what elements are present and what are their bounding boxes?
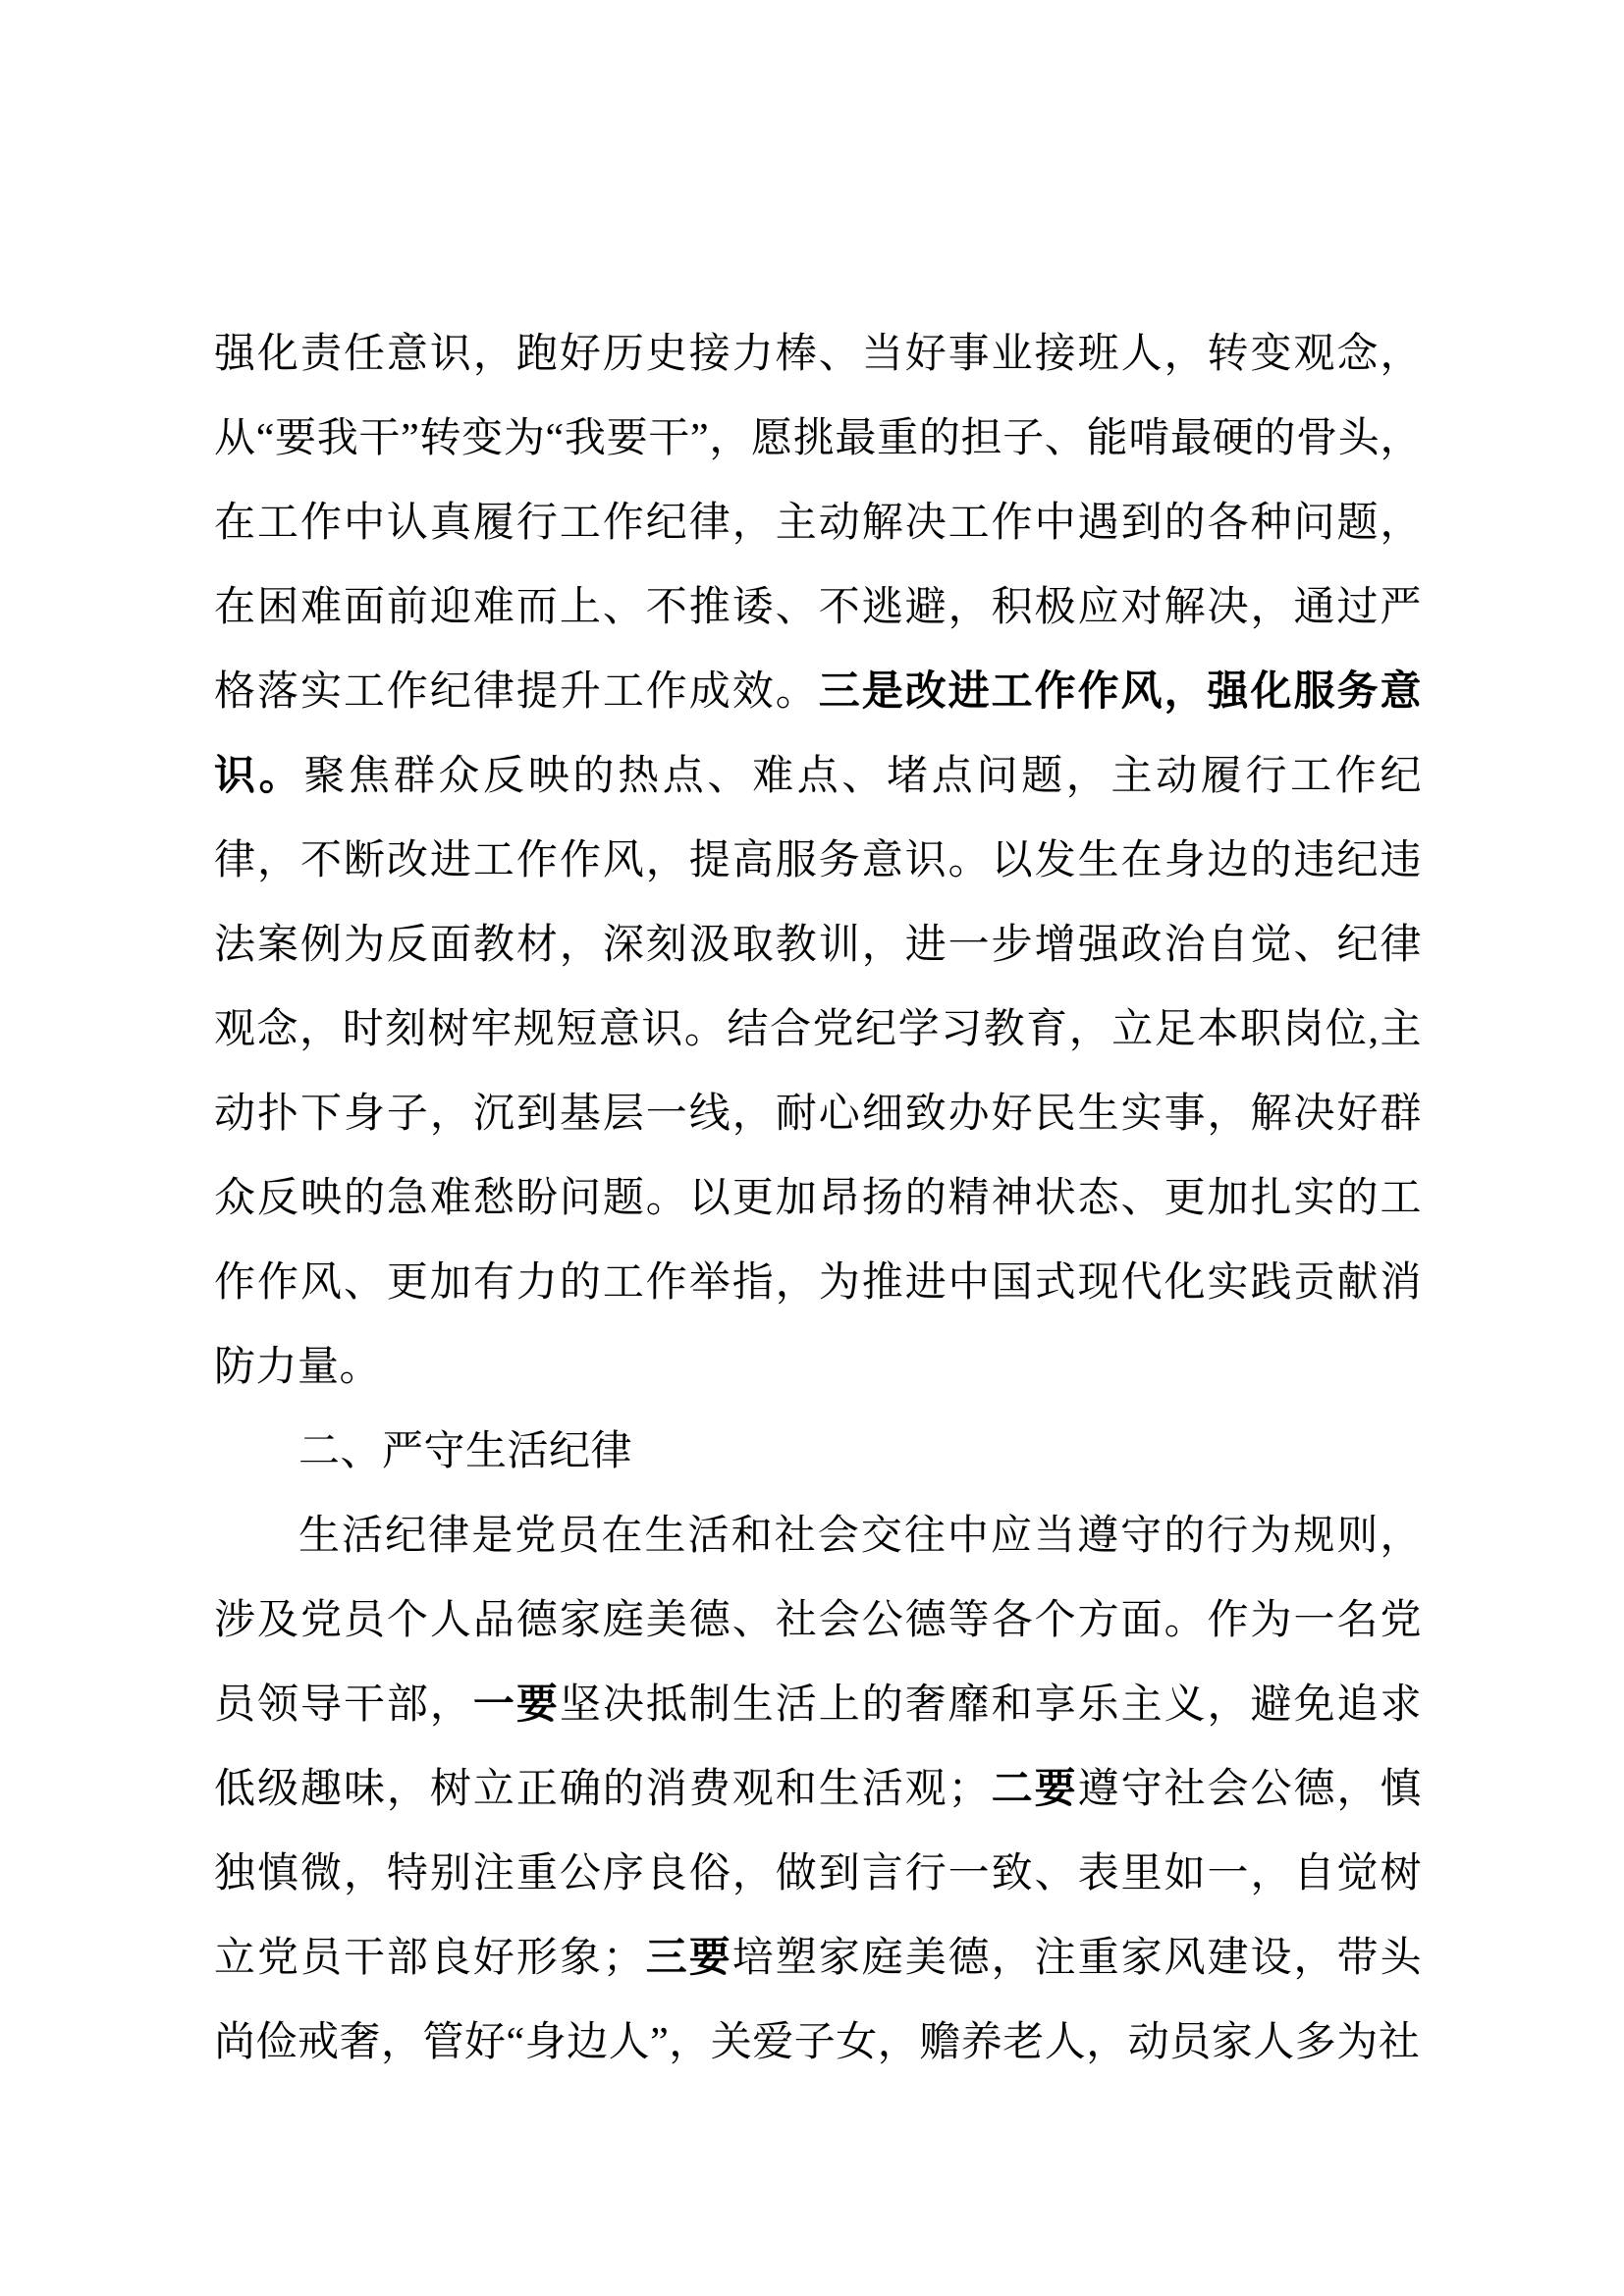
text-run: 二、严守生活纪律 bbox=[298, 1429, 633, 1474]
text-run: 生活纪律是党员在生活和社会交往中应当遵守的行为规则，涉及党员个人品德家庭美德、社会公德等各个方面。作为一名党员领导干部， bbox=[214, 1514, 1422, 1728]
text-run: 坚决抵制生活上的奢靡和享乐主义，避免追求低级趣味，树立正确的消费观和生活观； bbox=[214, 1682, 1422, 1812]
text-run: 培塑家庭美德，注重家风建设，带头尚俭戒奢，管好“身边人”，关爱子女，赡养老人，动员家人多为社 bbox=[214, 1936, 1422, 2065]
text-run: 遵守社会公德，慎独慎微，特别注重公序良俗，做到言行一致、表里如一，自觉树立党员干部良好形象； bbox=[214, 1767, 1422, 1981]
text-run-bold-heading-three: 三是改进工作作风，强化服务意识。 bbox=[214, 669, 1422, 799]
text-run-bold-third: 三要 bbox=[644, 1936, 732, 1981]
text-run: 强化责任意识，跑好历史接力棒、当好事业接班人，转变观念，从“要我干”转变为“我要干”，愿挑最重的担子、能啃最硬的骨头，在工作中认真履行工作纪律，主动解决工作中遇到的各种问题，在困难面前迎难而上、不推诿、不逃避，积极应对解决，通过严格落实工作纪律提升工作成效。 bbox=[214, 332, 1422, 715]
paragraph-work-discipline bbox=[214, 312, 1422, 1410]
paragraph-life-discipline bbox=[214, 1494, 1422, 2085]
text-run: 聚焦群众反映的热点、难点、堵点问题，主动履行工作纪律，不断改进工作作风，提高服务意识。以发生在身边的违纪违法案例为反面教材，深刻汲取教训，进一步增强政治自觉、纪律观念，时刻树牢规短意识。结合党纪学习教育，立足本职岗位,主动扑下身子，沉到基层一线，耐心细致办好民生实事，解决好群众反映的急难愁盼问题。以更加昂扬的精神状态、更加扎实的工作作风、更加有力的工作举指，为推进中国式现代化实践贡献消防力量。 bbox=[214, 754, 1422, 1390]
section-heading-life-discipline bbox=[214, 1410, 1422, 1494]
text-run-bold-first: 一要 bbox=[472, 1682, 560, 1728]
text-run-bold-second: 二要 bbox=[990, 1767, 1078, 1812]
